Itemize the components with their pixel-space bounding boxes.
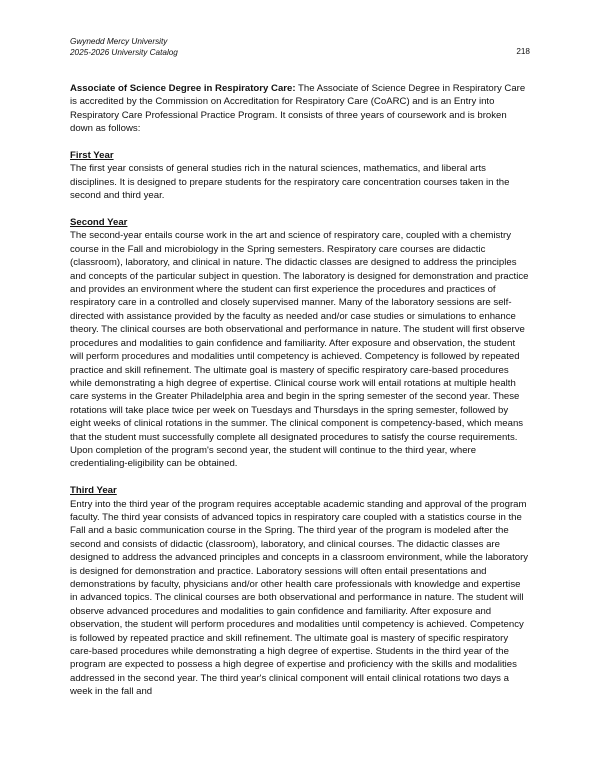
section-heading-first-year: First Year	[70, 150, 114, 162]
section-heading-second-year: Second Year	[70, 217, 128, 229]
section-heading-third-year: Third Year	[70, 485, 117, 497]
section-third-year	[70, 484, 530, 699]
page-number: 218	[516, 47, 530, 56]
section-text-first-year: The first year consists of general studies rich in the natural sciences, mathematics, and liberal arts disciplines. It is designed to prepare students for the respiratory care concentration courses taken in the second and third year.	[70, 163, 510, 202]
document-body	[70, 82, 530, 712]
section-second-year	[70, 216, 530, 471]
intro-paragraph	[70, 82, 530, 136]
page-header	[70, 36, 530, 58]
section-first-year	[70, 149, 530, 203]
section-text-third-year: Entry into the third year of the program requires acceptable academic standing and approval of the program faculty. The third year consists of advanced topics in respiratory care coupled with a statistics course in the Fall and a basic communication course in the Spring. The third year of the program is modeled after the second and consists of didactic (classroom), laboratory, and clinical courses. The didactic classes are designed to address the advanced principles and concepts in a classroom environment, while the laboratory is designed for demonstration and practice. Laboratory sessions will often entail presentations and demonstrations by faculty, physicians and/or other health care professionals with knowledge and expertise in advanced topics. The clinical courses are both observational and performance in nature. The student will observe advanced procedures and modalities to gain confidence and familiarity. After exposure and observation, the student will perform procedures and modalities until competency is achieved. Competency is followed by repeated practice and skill refinement. The ultimate goal is mastery of specific respiratory care-based procedures while demonstrating a high degree of expertise. Students in the third year of the program are expected to possess a high degree of expertise and proficiency with the skills and modalities addressed in the second year. The third year's clinical component will entail clinical rotations two days a week in the fall and	[70, 498, 529, 698]
section-text-second-year: The second-year entails course work in the art and science of respiratory care, coupled with a chemistry course in the Fall and microbiology in the Spring semesters. Respiratory care courses are didactic (classroom), laboratory, and clinical in nature. The didactic classes are designed to address the principles and concepts of the particular subject in question. The laboratory is designed for demonstration and practice and provides an environment where the student can first experience the procedures and practices of respiratory care in a controlled and closely supervised manner. Many of the laboratory sessions are self-directed with assistance provided by the faculty as needed and/or case studies or simulations to enhance theory. The clinical courses are both observational and performance in nature. The student will first observe procedures and modalities to gain confidence and familiarity. After exposure and observation, the student will perform procedures and modalities until competency is achieved. Competency is followed by repeated practice and skill refinement. The ultimate goal is mastery of specific respiratory care-based procedures while demonstrating a high degree of expertise. Clinical course work will entail rotations at multiple health care systems in the Greater Philadelphia area and begin in the spring semester of the second year. These rotations will take place twice per week on Tuesdays and Thursdays in the spring semester, followed by eight weeks of clinical rotations in the summer. The clinical component is competency-based, which means that the student must successfully complete all designated procedures to satisfy the course requirements. Upon completion of the program's second year, the student will continue to the third year, where credentialing-eligibility can be obtained.	[70, 230, 529, 470]
intro-text: The Associate of Science Degree in Respiratory Care is accredited by the Commission on Accreditation for Respiratory Care (CoARC) and is an Entry into Respiratory Care Professional Practice Program. It consists of three years of coursework and is broken down as follows:	[70, 83, 526, 135]
institution-name: Gwynedd Mercy University	[70, 37, 168, 46]
intro-title: Associate of Science Degree in Respiratory Care:	[70, 83, 296, 94]
catalog-title: 2025-2026 University Catalog	[70, 48, 178, 57]
